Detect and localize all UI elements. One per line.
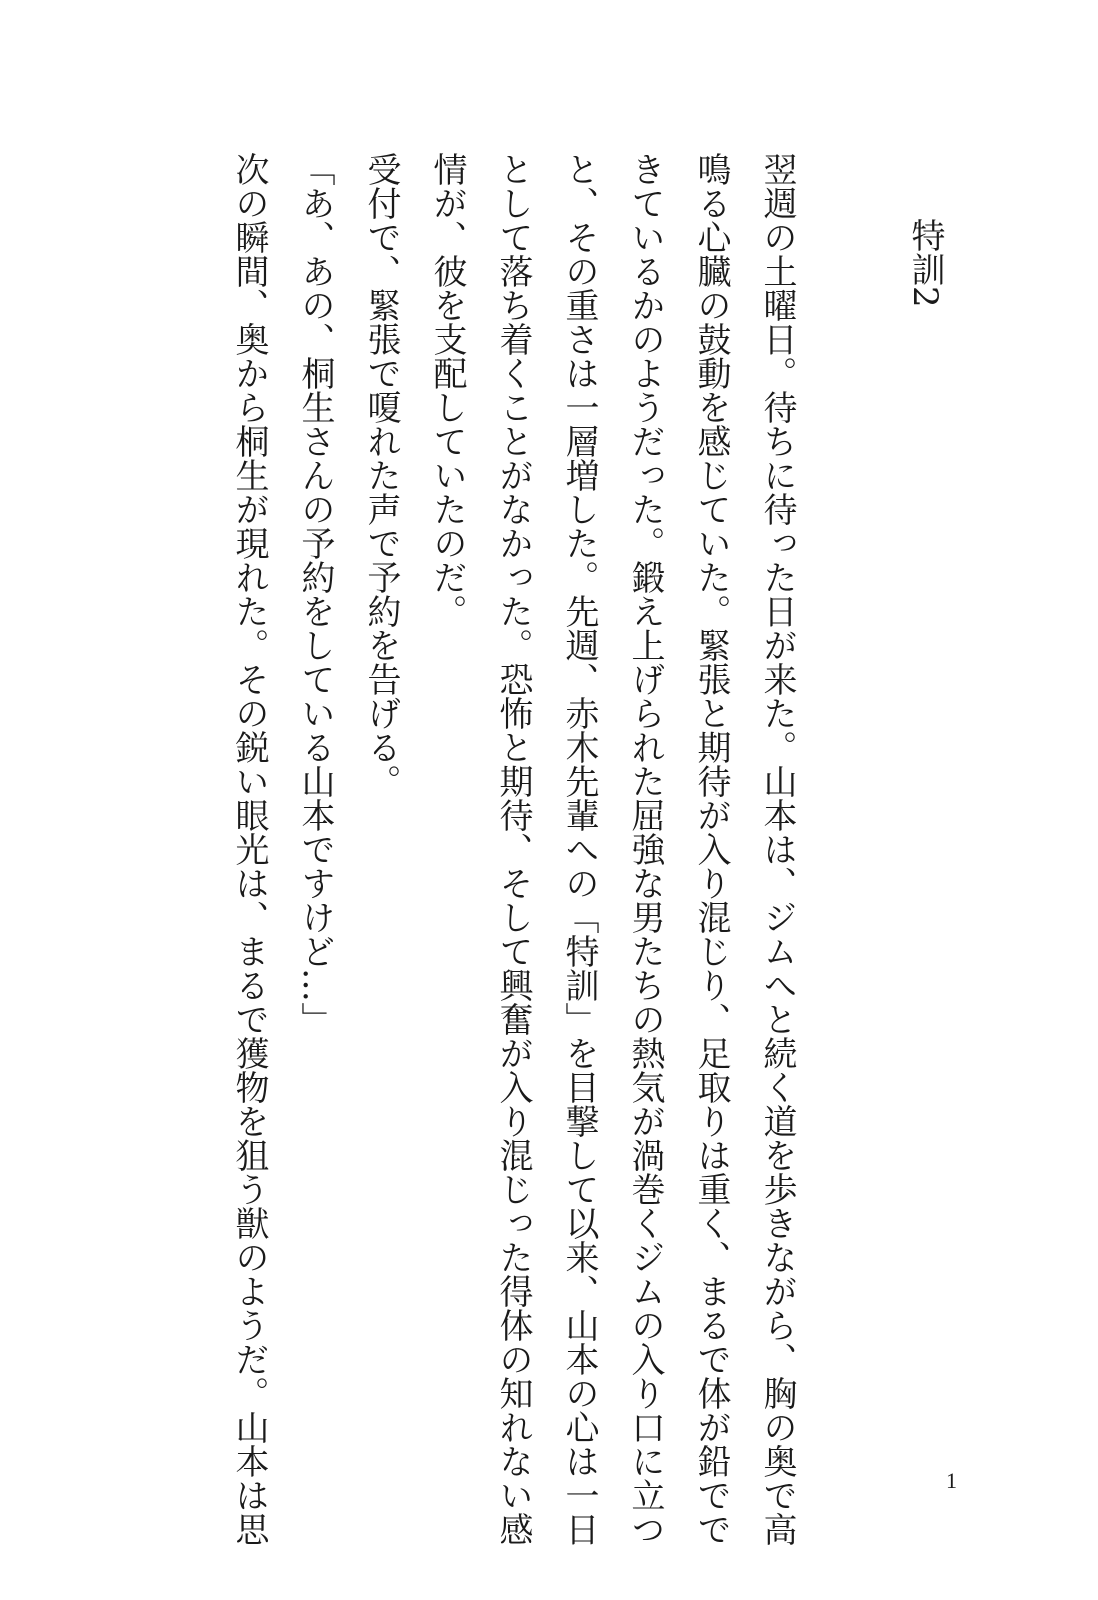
text-line: と、その重さは一層増した。先週、赤木先輩への「特訓」を目撃して以来、山本の心は一日 — [559, 152, 599, 1546]
text-line: 鳴る心臓の鼓動を感じていた。緊張と期待が入り混じり、足取りは重く、まるで体が鉛でで — [691, 152, 731, 1546]
text-line: 翌週の土曜日。待ちに待った日が来た。山本は、ジムへと続く道を歩きながら、胸の奥で高 — [757, 152, 797, 1546]
text-line: 次の瞬間、奥から桐生が現れた。その鋭い眼光は、まるで獲物を狙う獣のようだ。山本は思 — [229, 152, 269, 1546]
text-line: 受付で、緊張で嗄れた声で予約を告げる。 — [361, 152, 401, 798]
body-text — [216, 152, 810, 1546]
text-line: 「あ、あの、桐生さんの予約をしている山本ですけど…」 — [295, 152, 335, 1036]
text-line: 情が、彼を支配していたのだ。 — [427, 152, 467, 628]
text-line: きているかのようだった。鍛え上げられた屈強な男たちの熱気が渦巻くジムの入り口に立つ — [625, 152, 665, 1546]
chapter-title: 特訓2 — [905, 218, 945, 308]
page-number: 1 — [946, 1468, 957, 1493]
text-line: として落ち着くことがなかった。恐怖と期待、そして興奮が入り混じった得体の知れない感 — [493, 152, 533, 1546]
